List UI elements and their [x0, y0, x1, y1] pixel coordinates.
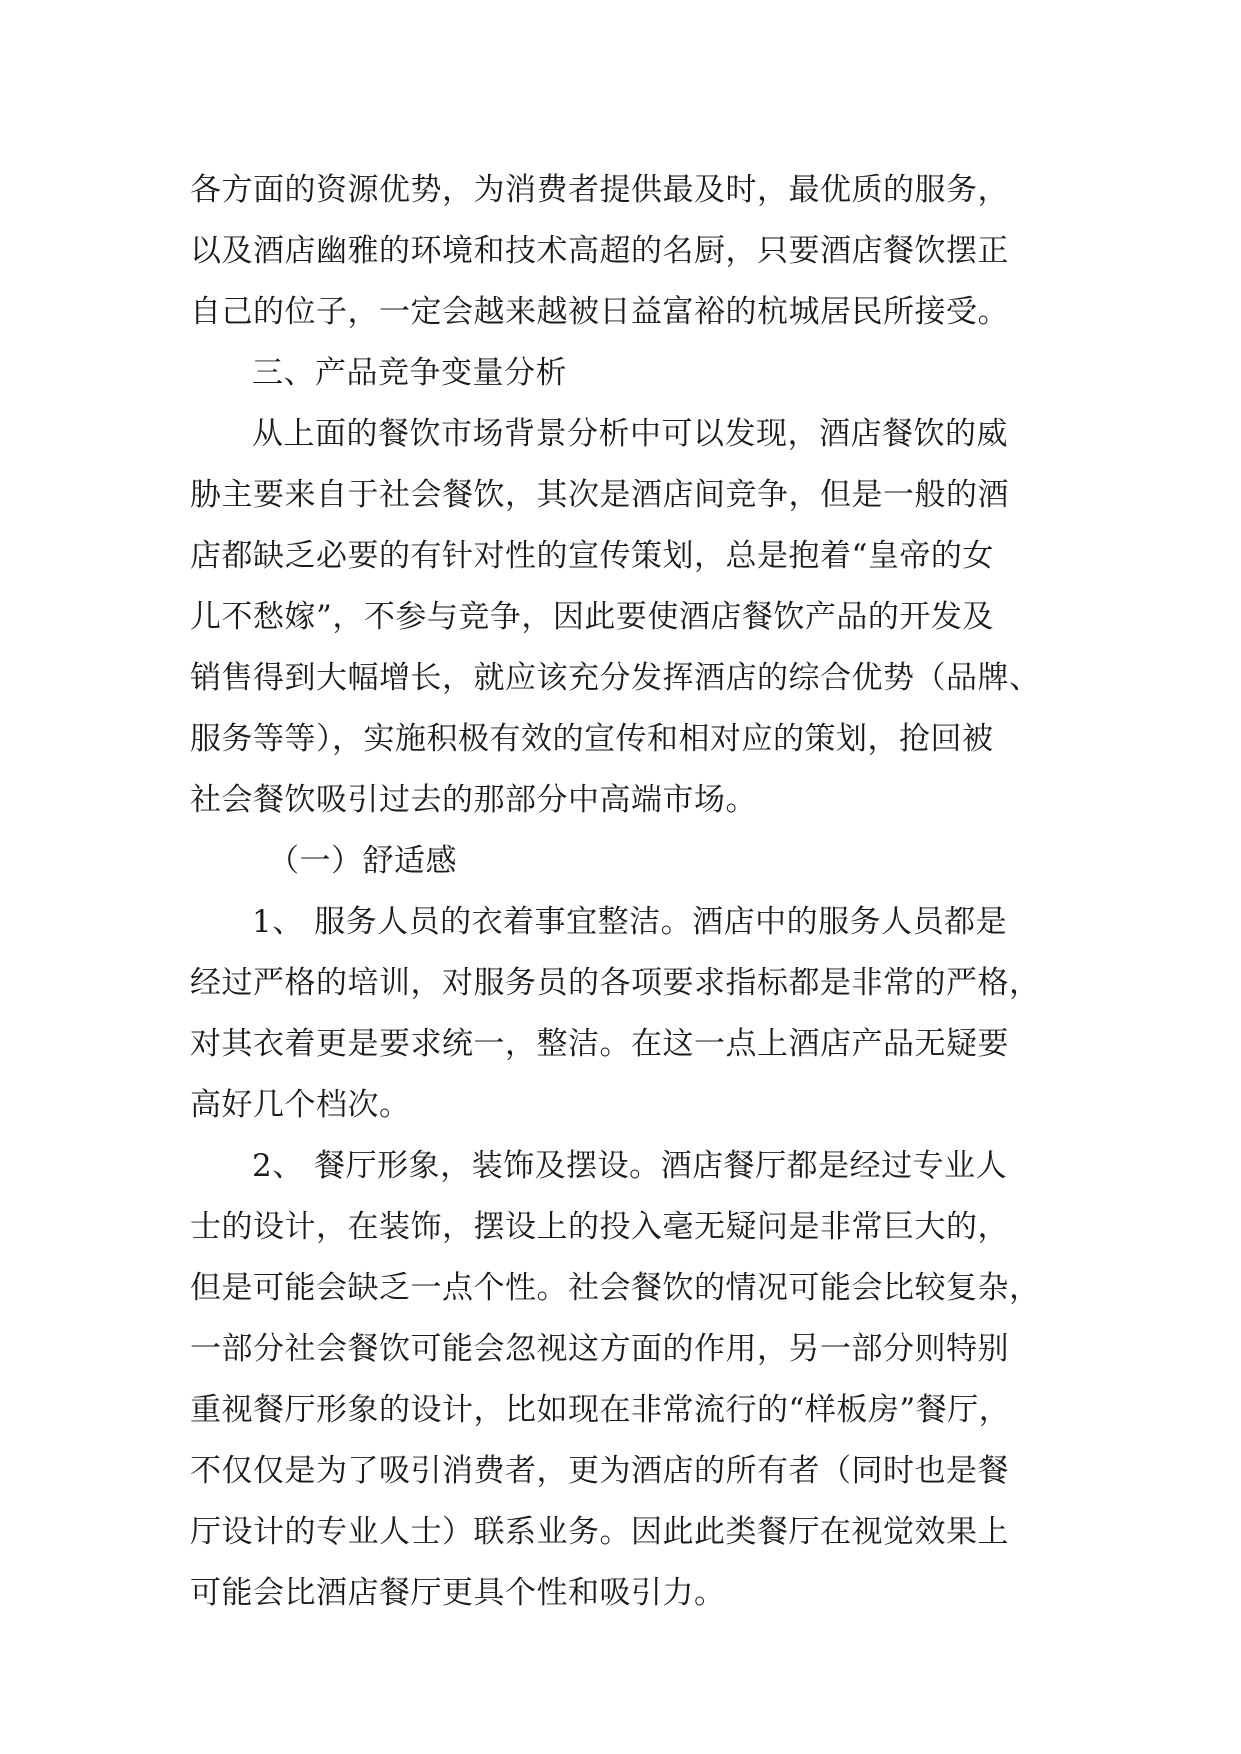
text-line: 2、 餐厅形象，装饰及摆设。酒店餐厅都是经过专业人: [252, 1148, 1008, 1184]
section-heading: 三、产品竞争变量分析: [252, 355, 567, 391]
text-line: 销售得到大幅增长，就应该充分发挥酒店的综合优势（品牌、: [190, 660, 1041, 696]
text-line: 店都缺乏必要的有针对性的宣传策划，总是抱着“皇帝的女: [190, 538, 994, 574]
text-line: 从上面的餐饮市场背景分析中可以发现，酒店餐饮的威: [252, 416, 1008, 452]
text-line: 各方面的资源优势，为消费者提供最及时，最优质的服务，: [190, 172, 1009, 208]
text-line: 社会餐饮吸引过去的那部分中高端市场。: [190, 782, 757, 818]
text-line: 1、 服务人员的衣着事宜整洁。酒店中的服务人员都是: [252, 904, 1008, 940]
text-line: 胁主要来自于社会餐饮，其次是酒店间竞争，但是一般的酒: [190, 477, 1009, 513]
text-line: 重视餐厅形象的设计，比如现在非常流行的“样板房”餐厅，: [190, 1392, 1011, 1428]
text-line: 一部分社会餐饮可能会忽视这方面的作用，另一部分则特别: [190, 1331, 1009, 1367]
text-line: 厅设计的专业人士）联系业务。因此此类餐厅在视觉效果上: [190, 1514, 1009, 1550]
text-line: 士的设计，在装饰，摆设上的投入毫无疑问是非常巨大的，: [190, 1209, 1009, 1245]
subsection-heading: （一）舒适感: [268, 843, 457, 879]
text-line: 对其衣着更是要求统一，整洁。在这一点上酒店产品无疑要: [190, 1026, 1009, 1062]
text-line: 服务等等），实施积极有效的宣传和相对应的策划，抢回被: [190, 721, 994, 757]
text-line: 自己的位子，一定会越来越被日益富裕的杭城居民所接受。: [190, 294, 1009, 330]
text-line: 经过严格的培训，对服务员的各项要求指标都是非常的严格，: [190, 965, 1041, 1001]
text-line: 高好几个档次。: [190, 1087, 411, 1123]
text-line: 儿不愁嫁”，不参与竞争，因此要使酒店餐饮产品的开发及: [190, 599, 994, 635]
text-line: 不仅仅是为了吸引消费者，更为酒店的所有者（同时也是餐: [190, 1453, 1009, 1489]
text-line: 但是可能会缺乏一点个性。社会餐饮的情况可能会比较复杂，: [190, 1270, 1041, 1306]
document-body: [190, 160, 1060, 1624]
text-line: 可能会比酒店餐厅更具个性和吸引力。: [190, 1575, 726, 1611]
text-line: 以及酒店幽雅的环境和技术高超的名厨，只要酒店餐饮摆正: [190, 233, 1009, 269]
